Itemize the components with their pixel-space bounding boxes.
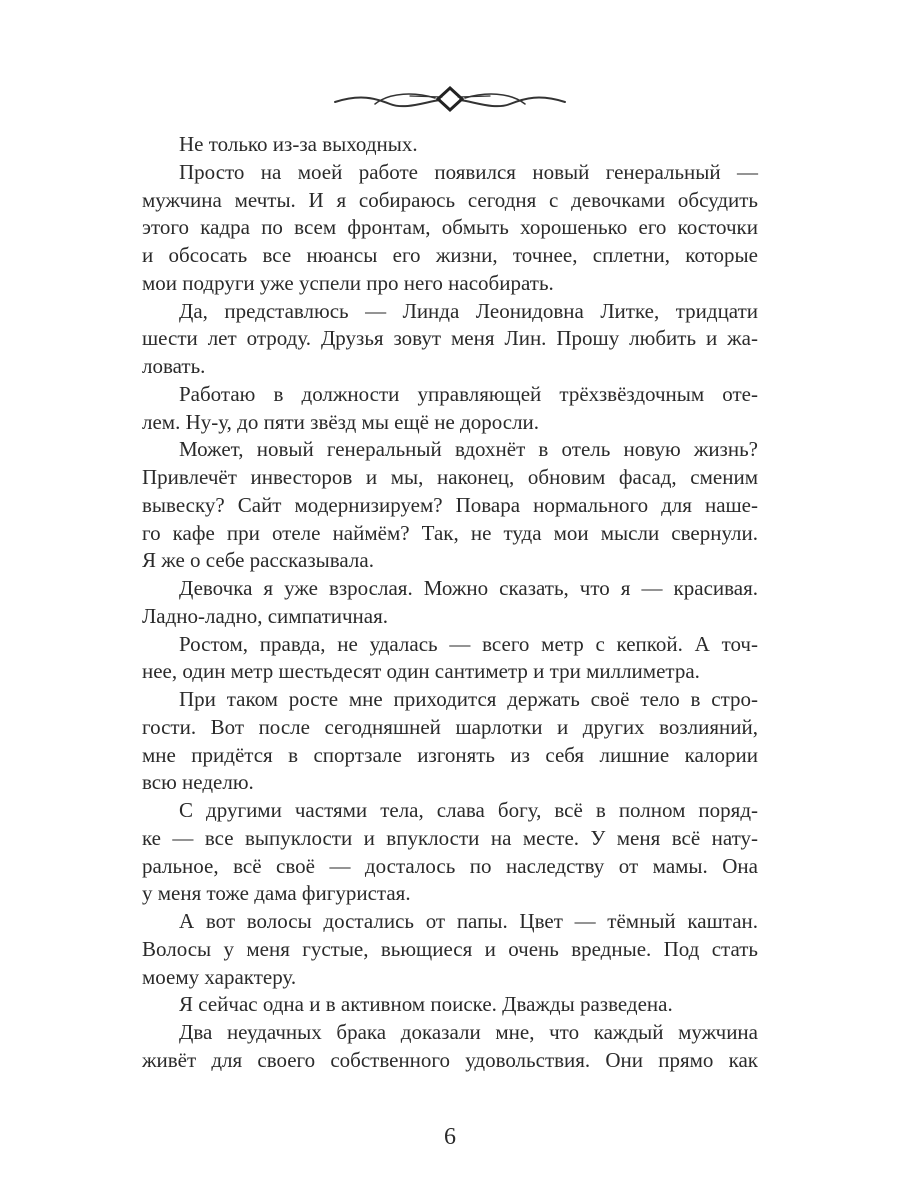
text-line: у меня тоже дама фигуристая. <box>142 881 411 906</box>
text-line: Просто на моей работе появился новый генеральный — <box>179 159 758 184</box>
text-line: Два неудачных брака доказали мне, что каждый мужчина <box>179 1020 758 1044</box>
text-line: При таком росте мне приходится держать своё тело в стро- <box>179 687 758 711</box>
decorative-flourish-icon <box>330 80 570 116</box>
text-line: Привлечёт инвесторов и мы, наконец, обновим фасад, сменим <box>142 465 758 489</box>
text-line: и обсосать все нюансы его жизни, точнее, сплетни, которые <box>142 243 758 267</box>
text-line: вывеску? Сайт модернизируем? Повара нормального для наше- <box>142 492 758 517</box>
text-line: мои подруги уже успели про него насобирать. <box>142 270 554 295</box>
text-line: живёт для своего собственного удовольствия. Они прямо как <box>142 1047 758 1072</box>
text-line: Не только из-за выходных. <box>179 132 418 156</box>
text-line: моему характеру. <box>142 964 297 989</box>
text-line: го кафе при отеле наймём? Так, не туда мои мысли свернули. <box>142 520 758 545</box>
text-line: Девочка я уже взрослая. Можно сказать, что я — красивая. <box>179 576 758 600</box>
text-line: А вот волосы достались от папы. Цвет — тёмный каштан. <box>179 909 758 933</box>
text-line: Да, представлюсь — Линда Леонидовна Литке, тридцати <box>179 298 758 323</box>
text-line: всю неделю. <box>142 770 254 795</box>
text-line: ке — все выпуклости и впуклости на месте. У меня всё нату- <box>142 825 758 850</box>
body-text <box>142 131 758 1075</box>
text-line: С другими частями тела, слава богу, всё в полном поряд- <box>179 798 758 822</box>
text-line: Волосы у меня густые, вьющиеся и очень вредные. Под стать <box>142 936 758 961</box>
text-line: Ростом, правда, не удалась — всего метр с кепкой. А точ- <box>179 631 758 656</box>
text-line: мне придётся в спортзале изгонять из себя лишние калории <box>142 742 758 767</box>
text-line: Работаю в должности управляющей трёхзвёздочным оте- <box>179 381 758 406</box>
text-line: ловать. <box>142 354 206 378</box>
text-line: лем. Ну-у, до пяти звёзд мы ещё не доросли. <box>142 409 540 434</box>
text-line: Может, новый генеральный вдохнёт в отель новую жизнь? <box>179 437 758 462</box>
text-line: Я же о себе рассказывала. <box>142 548 374 573</box>
text-line: шести лет отроду. Друзья зовут меня Лин. Прошу любить и жа- <box>142 326 758 351</box>
text-line: мужчина мечты. И я собираюсь сегодня с девочками обсудить <box>142 187 758 212</box>
text-line: ральное, всё своё — досталось по наследству от мамы. Она <box>142 853 758 878</box>
page-number: 6 <box>444 1124 456 1150</box>
text-line: гости. Вот после сегодняшней шарлотки и других возлияний, <box>142 714 758 739</box>
text-line: нее, один метр шестьдесят один сантиметр и три миллиметра. <box>142 659 700 684</box>
text-line: этого кадра по всем фронтам, обмыть хорошенько его косточки <box>142 215 758 240</box>
text-line: Я сейчас одна и в активном поиске. Дважды разведена. <box>179 992 673 1017</box>
text-line: Ладно-ладно, симпатичная. <box>142 603 389 628</box>
